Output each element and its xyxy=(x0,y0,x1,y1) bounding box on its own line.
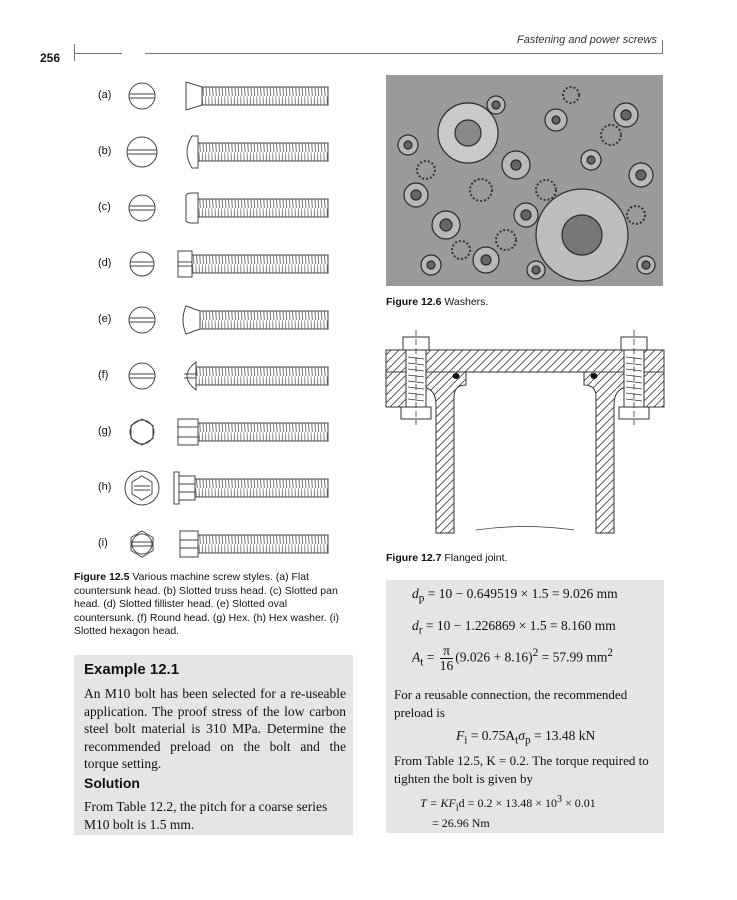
screw-label-f: (f) xyxy=(98,369,109,381)
at-numerator: π xyxy=(440,644,454,659)
fi-subscript: i xyxy=(464,734,468,747)
at-denominator: 16 xyxy=(439,658,454,673)
screw-label-g: (g) xyxy=(98,425,112,437)
dr-subscript: r xyxy=(418,624,423,637)
figure-12-5-caption-text: Various machine screw styles. (a) Flat countersunk head. (b) Slotted truss head. (c) Slotted pan head. (d) Slotted fillister head. (e) Slotted oval countersunk. (f) Round head. (g) Hex. (h) Hex washer. (i) Slotted hexagon head. xyxy=(74,571,339,637)
screw-label-h: (h) xyxy=(98,481,112,493)
equation-torque xyxy=(420,794,596,813)
screw-a xyxy=(129,82,328,110)
solution-text: From Table 12.2, the pitch for a coarse series M10 bolt is 1.5 mm. xyxy=(84,799,328,832)
figure-12-5 xyxy=(74,72,364,562)
figure-12-6-caption xyxy=(386,296,488,310)
fi-sigma: σ xyxy=(518,728,525,743)
fi-rhs: = 0.75A xyxy=(470,728,516,743)
at-fraction xyxy=(440,644,454,673)
at-subscript: t xyxy=(420,656,424,669)
at-unit-exponent: 2 xyxy=(607,647,613,660)
figure-12-5-caption-label: Figure 12.5 xyxy=(74,571,130,583)
screw-label-i: (i) xyxy=(98,537,108,549)
figure-12-5-caption xyxy=(74,571,349,639)
dp-subscript: p xyxy=(418,592,425,605)
preload-text: For a reusable connection, the recommended preload is xyxy=(394,687,628,720)
example-problem-text: An M10 bolt has been selected for a re-useable application. The proof stress of the low carbon steel bolt material is 310 MPa. Determine the recommended preload on the bolt and the torque setting. xyxy=(84,686,346,772)
fi-symbol: F xyxy=(456,728,465,743)
at-exponent: 2 xyxy=(532,647,539,660)
screw-label-d: (d) xyxy=(98,257,112,269)
flanged-joint-drawing xyxy=(384,325,666,540)
at-rhs: = 57.99 mm xyxy=(538,649,608,665)
calculation-box xyxy=(386,580,664,833)
screw-c xyxy=(129,193,328,223)
figure-12-6-caption-text: Washers. xyxy=(444,296,489,308)
at-symbol: A xyxy=(412,649,421,665)
example-title: Example 12.1 xyxy=(84,661,180,678)
fi-rhs-subscript: t xyxy=(515,734,519,747)
solution-heading: Solution xyxy=(84,775,140,791)
screw-f xyxy=(129,362,328,390)
figure-12-7 xyxy=(384,325,666,540)
page-number: 256 xyxy=(40,51,61,65)
figure-12-7-caption-text: Flanged joint. xyxy=(444,552,508,564)
torque-text: From Table 12.5, K = 0.2. The torque required to tighten the bolt is given by xyxy=(394,753,649,786)
screw-e xyxy=(129,306,328,334)
screw-i xyxy=(131,531,328,557)
torque-result: = 26.96 Nm xyxy=(432,816,490,830)
example-box xyxy=(74,655,353,835)
washers-photo xyxy=(386,75,663,286)
dp-symbol: d xyxy=(412,586,419,601)
equation-fi xyxy=(456,728,595,747)
fi-sigma-subscript: p xyxy=(524,734,531,747)
at-middle: (9.026 + 8.16) xyxy=(455,649,533,665)
equation-at: $A_t$ = $\frac{\pi}{16}$ $(9.026 + 8.16)^2 = 57.99$ $mm^2$ xyxy=(412,643,613,673)
dr-rhs: = 10 − 1.226869 × 1.5 = 8.160 mm xyxy=(425,618,616,633)
header-rule-right-tick xyxy=(662,40,663,54)
dr-symbol: d xyxy=(412,618,419,633)
screw-label-b: (b) xyxy=(98,145,112,157)
screw-b xyxy=(127,136,328,168)
screw-h xyxy=(125,471,328,505)
torque-rest: d = 0.2 × 13.48 × 10 xyxy=(458,796,557,810)
torque-subscript: i xyxy=(455,802,459,814)
running-title: Fastening and power screws xyxy=(516,34,657,46)
figure-12-6-photo xyxy=(386,75,663,286)
header-rule-left xyxy=(74,53,122,54)
header-rule-right xyxy=(145,53,662,54)
figure-12-6-caption-label: Figure 12.6 xyxy=(386,296,442,308)
screw-label-a: (a) xyxy=(98,89,112,101)
equation-dr xyxy=(412,618,616,637)
screw-g xyxy=(130,419,328,445)
screw-label-e: (e) xyxy=(98,313,112,325)
equation-dp xyxy=(412,586,618,605)
torque-tail: × 0.01 xyxy=(561,796,596,810)
figure-12-7-caption-label: Figure 12.7 xyxy=(386,552,442,564)
screw-d xyxy=(130,251,328,277)
fi-result: = 13.48 kN xyxy=(530,728,596,743)
torque-exponent: 3 xyxy=(556,794,562,805)
dp-rhs: = 10 − 0.649519 × 1.5 = 9.026 mm xyxy=(427,586,618,601)
screw-label-c: (c) xyxy=(98,201,111,213)
torque-lhs: T = KF xyxy=(420,796,456,810)
figure-12-7-caption xyxy=(386,552,507,566)
